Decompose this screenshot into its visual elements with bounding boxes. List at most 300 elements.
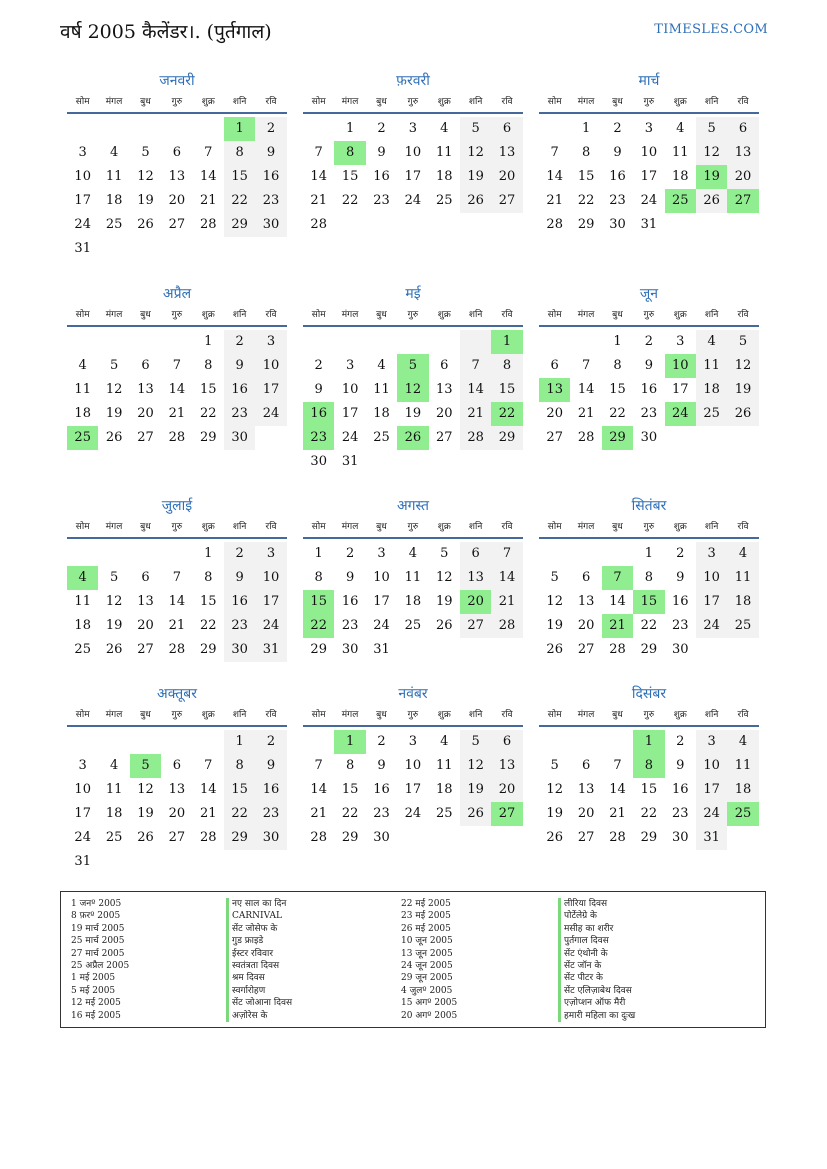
day-cell[interactable]: 9 [377, 145, 386, 160]
day-cell[interactable]: 20 [546, 406, 563, 421]
day-cell[interactable]: 1 [224, 730, 255, 754]
day-cell[interactable]: 14 [609, 594, 626, 609]
day-cell[interactable]: 3 [676, 334, 685, 349]
day-cell[interactable]: 16 [255, 778, 286, 802]
day-cell[interactable]: 12 [546, 594, 563, 609]
day-cell[interactable]: 14 [310, 782, 327, 797]
day-cell[interactable]: 13 [727, 141, 758, 165]
day-cell[interactable]: 12 [137, 782, 154, 797]
day-cell[interactable]: 10 [74, 169, 91, 184]
day-cell[interactable]: 23 [224, 614, 255, 638]
day-cell[interactable]: 26 [696, 189, 727, 213]
day-cell[interactable]: 12 [546, 782, 563, 797]
day-cell[interactable]: 5 [727, 330, 758, 354]
day-cell[interactable]: 19 [137, 806, 154, 821]
day-cell[interactable]: 8 [644, 570, 653, 585]
day-cell[interactable]: 3 [345, 358, 355, 373]
day-cell[interactable]: 7 [172, 358, 181, 373]
day-cell[interactable]: 8 [204, 570, 213, 585]
day-cell[interactable]: 25 [435, 193, 453, 208]
day-cell[interactable]: 31 [255, 638, 286, 662]
day-cell[interactable]: 27 [435, 430, 453, 445]
day-cell[interactable]: 19 [546, 618, 563, 633]
day-cell[interactable]: 14 [199, 782, 217, 797]
day-cell[interactable]: 1 [613, 334, 622, 349]
day-cell[interactable]: 21 [577, 406, 595, 421]
day-cell[interactable]: 18 [373, 406, 390, 421]
day-cell[interactable]: 2 [224, 330, 255, 354]
day-cell[interactable]: 9 [314, 382, 323, 397]
day-cell[interactable]: 19 [546, 806, 563, 821]
day-cell[interactable]: 9 [613, 145, 622, 160]
day-cell[interactable]: 2 [676, 734, 685, 749]
day-cell[interactable]: 20 [168, 806, 186, 821]
day-cell[interactable]: 6 [172, 758, 181, 773]
day-cell[interactable]: 5 [130, 754, 161, 778]
day-cell[interactable]: 25 [105, 830, 123, 845]
day-cell[interactable]: 6 [141, 358, 150, 373]
day-cell[interactable]: 5 [696, 117, 727, 141]
day-cell[interactable]: 30 [255, 213, 286, 237]
day-cell[interactable]: 30 [640, 430, 658, 445]
day-cell[interactable]: 11 [373, 382, 390, 397]
day-cell[interactable]: 1 [224, 117, 255, 141]
day-cell[interactable]: 4 [377, 358, 386, 373]
day-cell[interactable]: 2 [676, 546, 685, 561]
day-cell[interactable]: 26 [460, 802, 491, 826]
day-cell[interactable]: 14 [460, 378, 491, 402]
day-cell[interactable]: 21 [460, 402, 491, 426]
day-cell[interactable]: 5 [141, 145, 150, 160]
day-cell[interactable]: 16 [671, 594, 689, 609]
day-cell[interactable]: 23 [671, 618, 689, 633]
day-cell[interactable]: 2 [377, 121, 386, 136]
day-cell[interactable]: 18 [671, 169, 689, 184]
day-cell[interactable]: 12 [105, 594, 123, 609]
day-cell[interactable]: 11 [696, 354, 727, 378]
day-cell[interactable]: 8 [345, 758, 355, 773]
day-cell[interactable]: 19 [105, 406, 123, 421]
day-cell[interactable]: 19 [460, 778, 491, 802]
day-cell[interactable]: 6 [550, 358, 559, 373]
day-cell[interactable]: 31 [640, 217, 658, 232]
day-cell[interactable]: 28 [310, 217, 327, 232]
day-cell[interactable]: 18 [404, 594, 422, 609]
day-cell[interactable]: 30 [341, 642, 359, 657]
day-cell[interactable]: 14 [199, 169, 217, 184]
day-cell[interactable]: 17 [74, 806, 91, 821]
day-cell[interactable]: 11 [671, 145, 689, 160]
day-cell[interactable]: 25 [696, 402, 727, 426]
day-cell[interactable]: 28 [199, 217, 217, 232]
site-name[interactable]: TIMESLES.COM [654, 22, 768, 37]
day-cell[interactable]: 1 [334, 730, 365, 754]
day-cell[interactable]: 25 [727, 614, 758, 638]
day-cell[interactable]: 15 [577, 169, 595, 184]
day-cell[interactable]: 30 [224, 426, 255, 450]
day-cell[interactable]: 15 [609, 382, 626, 397]
day-cell[interactable]: 22 [640, 618, 658, 633]
day-cell[interactable]: 26 [397, 426, 428, 450]
day-cell[interactable]: 18 [727, 590, 758, 614]
day-cell[interactable]: 25 [105, 217, 123, 232]
day-cell[interactable]: 17 [404, 169, 422, 184]
day-cell[interactable]: 6 [141, 570, 150, 585]
day-cell[interactable]: 20 [168, 193, 186, 208]
day-cell[interactable]: 15 [491, 378, 522, 402]
day-cell[interactable]: 12 [696, 141, 727, 165]
day-cell[interactable]: 11 [404, 570, 422, 585]
day-cell[interactable]: 29 [224, 826, 255, 850]
day-cell[interactable]: 17 [341, 406, 359, 421]
day-cell[interactable]: 17 [640, 169, 658, 184]
day-cell[interactable]: 12 [105, 382, 123, 397]
day-cell[interactable]: 10 [255, 566, 286, 590]
day-cell[interactable]: 5 [550, 758, 559, 773]
day-cell[interactable]: 1 [204, 334, 213, 349]
day-cell[interactable]: 16 [373, 782, 390, 797]
day-cell[interactable]: 23 [373, 806, 390, 821]
day-cell[interactable]: 20 [460, 590, 491, 614]
day-cell[interactable]: 6 [727, 117, 758, 141]
day-cell[interactable]: 21 [199, 806, 217, 821]
day-cell[interactable]: 3 [696, 542, 727, 566]
day-cell[interactable]: 22 [640, 806, 658, 821]
day-cell[interactable]: 18 [696, 378, 727, 402]
day-cell[interactable]: 25 [665, 189, 696, 213]
day-cell[interactable]: 29 [602, 426, 633, 450]
day-cell[interactable]: 5 [460, 117, 491, 141]
day-cell[interactable]: 10 [640, 145, 658, 160]
day-cell[interactable]: 16 [255, 165, 286, 189]
day-cell[interactable]: 30 [671, 642, 689, 657]
day-cell[interactable]: 8 [491, 354, 522, 378]
day-cell[interactable]: 6 [491, 730, 522, 754]
day-cell[interactable]: 10 [404, 758, 422, 773]
day-cell[interactable]: 2 [255, 730, 286, 754]
day-cell[interactable]: 13 [491, 754, 522, 778]
day-cell[interactable]: 26 [105, 642, 123, 657]
day-cell[interactable]: 9 [676, 570, 685, 585]
day-cell[interactable]: 19 [435, 594, 453, 609]
day-cell[interactable]: 17 [373, 594, 390, 609]
day-cell[interactable]: 25 [74, 642, 91, 657]
day-cell[interactable]: 21 [609, 806, 626, 821]
day-cell[interactable]: 11 [435, 758, 453, 773]
day-cell[interactable]: 22 [224, 802, 255, 826]
day-cell[interactable]: 21 [310, 806, 327, 821]
day-cell[interactable]: 9 [377, 758, 386, 773]
day-cell[interactable]: 23 [255, 189, 286, 213]
day-cell[interactable]: 6 [460, 542, 491, 566]
day-cell[interactable]: 20 [727, 165, 758, 189]
day-cell[interactable]: 2 [314, 358, 323, 373]
day-cell[interactable]: 24 [74, 830, 91, 845]
day-cell[interactable]: 28 [491, 614, 522, 638]
day-cell[interactable]: 20 [137, 618, 154, 633]
day-cell[interactable]: 3 [408, 734, 417, 749]
day-cell[interactable]: 22 [303, 614, 334, 638]
day-cell[interactable]: 3 [255, 542, 286, 566]
day-cell[interactable]: 17 [74, 193, 91, 208]
day-cell[interactable]: 29 [199, 430, 217, 445]
day-cell[interactable]: 24 [373, 618, 390, 633]
day-cell[interactable]: 8 [314, 570, 323, 585]
day-cell[interactable]: 16 [341, 594, 359, 609]
day-cell[interactable]: 10 [696, 754, 727, 778]
day-cell[interactable]: 7 [314, 145, 323, 160]
day-cell[interactable]: 30 [224, 638, 255, 662]
day-cell[interactable]: 29 [640, 830, 658, 845]
day-cell[interactable]: 15 [224, 165, 255, 189]
day-cell[interactable]: 29 [341, 830, 359, 845]
day-cell[interactable]: 24 [696, 614, 727, 638]
day-cell[interactable]: 24 [665, 402, 696, 426]
day-cell[interactable]: 19 [105, 618, 123, 633]
day-cell[interactable]: 29 [577, 217, 595, 232]
day-cell[interactable]: 21 [168, 406, 186, 421]
day-cell[interactable]: 26 [546, 642, 563, 657]
day-cell[interactable]: 9 [255, 141, 286, 165]
day-cell[interactable]: 6 [172, 145, 181, 160]
day-cell[interactable]: 9 [255, 754, 286, 778]
day-cell[interactable]: 14 [577, 382, 595, 397]
day-cell[interactable]: 18 [727, 778, 758, 802]
day-cell[interactable]: 3 [377, 546, 386, 561]
day-cell[interactable]: 10 [255, 354, 286, 378]
day-cell[interactable]: 26 [137, 830, 154, 845]
day-cell[interactable]: 13 [460, 566, 491, 590]
day-cell[interactable]: 26 [105, 430, 123, 445]
day-cell[interactable]: 25 [67, 426, 98, 450]
day-cell[interactable]: 20 [491, 778, 522, 802]
day-cell[interactable]: 24 [255, 614, 286, 638]
day-cell[interactable]: 27 [577, 642, 595, 657]
day-cell[interactable]: 4 [727, 730, 758, 754]
day-cell[interactable]: 2 [345, 546, 355, 561]
day-cell[interactable]: 14 [168, 594, 186, 609]
day-cell[interactable]: 2 [613, 121, 622, 136]
day-cell[interactable]: 6 [581, 570, 591, 585]
day-cell[interactable]: 26 [460, 189, 491, 213]
day-cell[interactable]: 18 [74, 618, 91, 633]
day-cell[interactable]: 27 [491, 189, 522, 213]
day-cell[interactable]: 30 [609, 217, 626, 232]
day-cell[interactable]: 24 [696, 802, 727, 826]
day-cell[interactable]: 7 [460, 354, 491, 378]
day-cell[interactable]: 4 [109, 145, 119, 160]
day-cell[interactable]: 9 [676, 758, 685, 773]
day-cell[interactable]: 5 [109, 358, 119, 373]
day-cell[interactable]: 12 [727, 354, 758, 378]
day-cell[interactable]: 1 [581, 121, 591, 136]
day-cell[interactable]: 12 [137, 169, 154, 184]
day-cell[interactable]: 16 [303, 402, 334, 426]
day-cell[interactable]: 22 [224, 189, 255, 213]
day-cell[interactable]: 27 [168, 830, 186, 845]
day-cell[interactable]: 7 [613, 758, 622, 773]
day-cell[interactable]: 14 [609, 782, 626, 797]
day-cell[interactable]: 29 [199, 642, 217, 657]
day-cell[interactable]: 24 [341, 430, 359, 445]
day-cell[interactable]: 27 [137, 430, 154, 445]
day-cell[interactable]: 7 [550, 145, 559, 160]
day-cell[interactable]: 16 [640, 382, 658, 397]
day-cell[interactable]: 18 [105, 193, 123, 208]
day-cell[interactable]: 8 [334, 141, 365, 165]
day-cell[interactable]: 20 [577, 806, 595, 821]
day-cell[interactable]: 1 [491, 330, 522, 354]
day-cell[interactable]: 23 [609, 193, 626, 208]
day-cell[interactable]: 20 [137, 406, 154, 421]
day-cell[interactable]: 4 [109, 758, 119, 773]
day-cell[interactable]: 28 [199, 830, 217, 845]
day-cell[interactable]: 15 [199, 594, 217, 609]
day-cell[interactable]: 2 [224, 542, 255, 566]
day-cell[interactable]: 3 [696, 730, 727, 754]
day-cell[interactable]: 27 [137, 642, 154, 657]
day-cell[interactable]: 4 [696, 330, 727, 354]
day-cell[interactable]: 17 [404, 782, 422, 797]
day-cell[interactable]: 27 [727, 189, 758, 213]
day-cell[interactable]: 7 [602, 566, 633, 590]
day-cell[interactable]: 3 [78, 145, 87, 160]
day-cell[interactable]: 24 [640, 193, 658, 208]
day-cell[interactable]: 31 [341, 454, 359, 469]
day-cell[interactable]: 13 [137, 594, 154, 609]
day-cell[interactable]: 3 [644, 121, 653, 136]
day-cell[interactable]: 17 [696, 778, 727, 802]
day-cell[interactable]: 11 [727, 754, 758, 778]
day-cell[interactable]: 21 [199, 193, 217, 208]
day-cell[interactable]: 7 [581, 358, 591, 373]
day-cell[interactable]: 24 [404, 806, 422, 821]
day-cell[interactable]: 1 [633, 730, 664, 754]
day-cell[interactable]: 16 [373, 169, 390, 184]
day-cell[interactable]: 21 [491, 590, 522, 614]
day-cell[interactable]: 26 [727, 402, 758, 426]
day-cell[interactable]: 26 [546, 830, 563, 845]
day-cell[interactable]: 19 [696, 165, 727, 189]
day-cell[interactable]: 22 [491, 402, 522, 426]
day-cell[interactable]: 14 [491, 566, 522, 590]
day-cell[interactable]: 16 [224, 378, 255, 402]
day-cell[interactable]: 25 [404, 618, 422, 633]
day-cell[interactable]: 5 [109, 570, 119, 585]
day-cell[interactable]: 6 [581, 758, 591, 773]
day-cell[interactable]: 28 [168, 642, 186, 657]
day-cell[interactable]: 17 [696, 590, 727, 614]
day-cell[interactable]: 25 [373, 430, 390, 445]
day-cell[interactable]: 30 [310, 454, 327, 469]
day-cell[interactable]: 11 [105, 169, 123, 184]
day-cell[interactable]: 4 [440, 121, 449, 136]
day-cell[interactable]: 19 [137, 193, 154, 208]
day-cell[interactable]: 9 [224, 354, 255, 378]
day-cell[interactable]: 29 [491, 426, 522, 450]
day-cell[interactable]: 11 [727, 566, 758, 590]
day-cell[interactable]: 4 [727, 542, 758, 566]
day-cell[interactable]: 23 [640, 406, 658, 421]
day-cell[interactable]: 4 [676, 121, 685, 136]
day-cell[interactable]: 13 [577, 782, 595, 797]
day-cell[interactable]: 20 [577, 618, 595, 633]
day-cell[interactable]: 7 [204, 758, 213, 773]
day-cell[interactable]: 28 [168, 430, 186, 445]
day-cell[interactable]: 5 [440, 546, 449, 561]
day-cell[interactable]: 7 [172, 570, 181, 585]
day-cell[interactable]: 12 [397, 378, 428, 402]
day-cell[interactable]: 29 [310, 642, 327, 657]
day-cell[interactable]: 22 [577, 193, 595, 208]
day-cell[interactable]: 27 [460, 614, 491, 638]
day-cell[interactable]: 24 [404, 193, 422, 208]
day-cell[interactable]: 3 [78, 758, 87, 773]
day-cell[interactable]: 12 [460, 141, 491, 165]
day-cell[interactable]: 19 [404, 406, 422, 421]
day-cell[interactable]: 30 [373, 830, 390, 845]
day-cell[interactable]: 22 [199, 618, 217, 633]
day-cell[interactable]: 22 [609, 406, 626, 421]
day-cell[interactable]: 10 [404, 145, 422, 160]
day-cell[interactable]: 26 [435, 618, 453, 633]
day-cell[interactable]: 2 [644, 334, 653, 349]
day-cell[interactable]: 13 [168, 169, 186, 184]
day-cell[interactable]: 8 [581, 145, 591, 160]
day-cell[interactable]: 9 [224, 566, 255, 590]
day-cell[interactable]: 9 [345, 570, 355, 585]
day-cell[interactable]: 5 [460, 730, 491, 754]
day-cell[interactable]: 8 [633, 754, 664, 778]
day-cell[interactable]: 23 [224, 402, 255, 426]
day-cell[interactable]: 17 [671, 382, 689, 397]
day-cell[interactable]: 16 [609, 169, 626, 184]
day-cell[interactable]: 11 [74, 382, 91, 397]
day-cell[interactable]: 18 [435, 169, 453, 184]
day-cell[interactable]: 13 [168, 782, 186, 797]
day-cell[interactable]: 19 [460, 165, 491, 189]
day-cell[interactable]: 2 [377, 734, 386, 749]
day-cell[interactable]: 5 [550, 570, 559, 585]
day-cell[interactable]: 28 [460, 426, 491, 450]
day-cell[interactable]: 21 [602, 614, 633, 638]
day-cell[interactable]: 10 [696, 566, 727, 590]
day-cell[interactable]: 5 [397, 354, 428, 378]
day-cell[interactable]: 31 [373, 642, 390, 657]
day-cell[interactable]: 23 [303, 426, 334, 450]
day-cell[interactable]: 10 [74, 782, 91, 797]
day-cell[interactable]: 1 [345, 121, 355, 136]
day-cell[interactable]: 10 [665, 354, 696, 378]
day-cell[interactable]: 4 [78, 358, 87, 373]
day-cell[interactable]: 25 [435, 806, 453, 821]
day-cell[interactable]: 24 [74, 217, 91, 232]
day-cell[interactable]: 15 [640, 782, 658, 797]
day-cell[interactable]: 29 [640, 642, 658, 657]
day-cell[interactable]: 22 [341, 193, 359, 208]
day-cell[interactable]: 4 [440, 734, 449, 749]
day-cell[interactable]: 19 [727, 378, 758, 402]
day-cell[interactable]: 11 [435, 145, 453, 160]
day-cell[interactable]: 9 [644, 358, 653, 373]
day-cell[interactable]: 7 [314, 758, 323, 773]
day-cell[interactable]: 29 [224, 213, 255, 237]
day-cell[interactable]: 28 [577, 430, 595, 445]
day-cell[interactable]: 12 [435, 570, 453, 585]
day-cell[interactable]: 8 [204, 358, 213, 373]
day-cell[interactable]: 11 [74, 594, 91, 609]
day-cell[interactable]: 12 [460, 754, 491, 778]
